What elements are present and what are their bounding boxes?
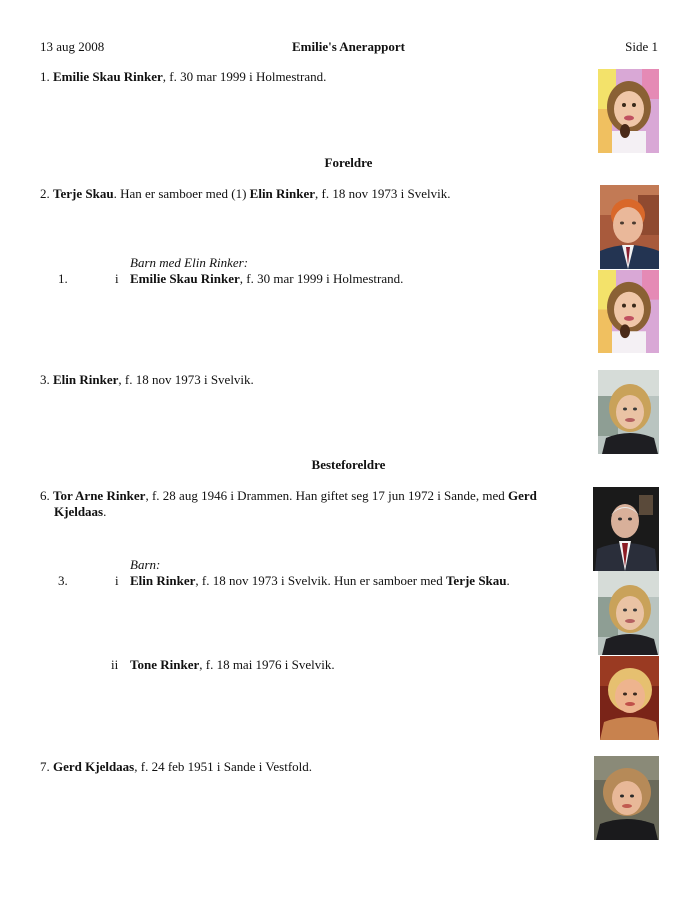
photo-tor-arne xyxy=(593,487,659,571)
photo-elin-1 xyxy=(598,370,659,454)
child-number: 1. xyxy=(58,271,68,286)
person-2-entry xyxy=(40,186,450,201)
person-details: , f. 18 nov 1973 i Svelvik. xyxy=(118,372,254,387)
child-entry: Elin Rinker, f. 18 nov 1973 i Svelvik. Hun er samboer med Terje Skau. xyxy=(130,573,510,588)
partner-name: Elin Rinker xyxy=(249,186,316,201)
photo-terje xyxy=(600,185,659,269)
person-number: 6. xyxy=(40,488,50,503)
child-name: Emilie Skau Rinker xyxy=(130,271,240,286)
child-number: 3. xyxy=(58,573,68,588)
child-name: Elin Rinker xyxy=(130,573,196,588)
person-name: Elin Rinker xyxy=(53,372,119,387)
photo-tone xyxy=(600,656,659,740)
partner-details: , f. 18 nov 1973 i Svelvik. xyxy=(315,186,451,201)
photo-emilie-2 xyxy=(598,270,659,353)
partner-first-name: Gerd xyxy=(507,488,537,503)
person-1-entry xyxy=(40,69,326,84)
child-entry xyxy=(130,271,403,286)
person-6-entry-continued: Kjeldaas. xyxy=(54,504,107,519)
report-title: Emilie's Anerapport xyxy=(291,39,406,54)
person-details: , f. 30 mar 1999 i Holmestrand. xyxy=(162,69,327,84)
person-name: Tor Arne Rinker xyxy=(53,488,146,503)
child-roman-numeral: i xyxy=(115,573,119,588)
person-7-entry xyxy=(40,759,312,774)
section-heading-parents: Foreldre xyxy=(324,155,373,170)
section-heading-grandparents: Besteforeldre xyxy=(311,457,386,472)
person-number: 2. xyxy=(40,186,50,201)
partner-last-name: Kjeldaas xyxy=(54,504,104,519)
child-details: , f. 30 mar 1999 i Holmestrand. xyxy=(239,271,404,286)
person-number: 7. xyxy=(40,759,50,774)
report-date: 13 aug 2008 xyxy=(40,39,105,54)
person-name: Terje Skau xyxy=(53,186,114,201)
person-name: Emilie Skau Rinker xyxy=(53,69,163,84)
photo-elin-2 xyxy=(598,571,659,655)
child-partner-name: Terje Skau xyxy=(445,573,507,588)
child-roman-numeral: ii xyxy=(111,657,119,672)
person-number: 3. xyxy=(40,372,50,387)
photo-emilie-1 xyxy=(598,69,659,153)
child-roman-numeral: i xyxy=(115,271,119,286)
child-entry xyxy=(130,657,335,672)
children-label: Barn med Elin Rinker: xyxy=(130,255,249,270)
person-6-entry xyxy=(40,488,537,503)
child-details: , f. 18 mai 1976 i Svelvik. xyxy=(199,657,335,672)
page-number: Side 1 xyxy=(625,39,658,54)
person-details: , f. 24 feb 1951 i Sande i Vestfold. xyxy=(134,759,313,774)
person-number: 1. xyxy=(40,69,50,84)
person-name: Gerd Kjeldaas xyxy=(53,759,135,774)
child-details: , f. 18 nov 1973 i Svelvik. Hun er samboer med xyxy=(195,573,446,588)
marriage-text: , f. 28 aug 1946 i Drammen. Han giftet seg 17 jun 1972 i Sande, med xyxy=(145,488,508,503)
children-label: Barn: xyxy=(130,557,161,572)
relation-text: . Han er samboer med (1) xyxy=(113,186,250,201)
photo-gerd xyxy=(594,756,659,840)
person-3-entry xyxy=(40,372,254,387)
child-name: Tone Rinker xyxy=(130,657,200,672)
